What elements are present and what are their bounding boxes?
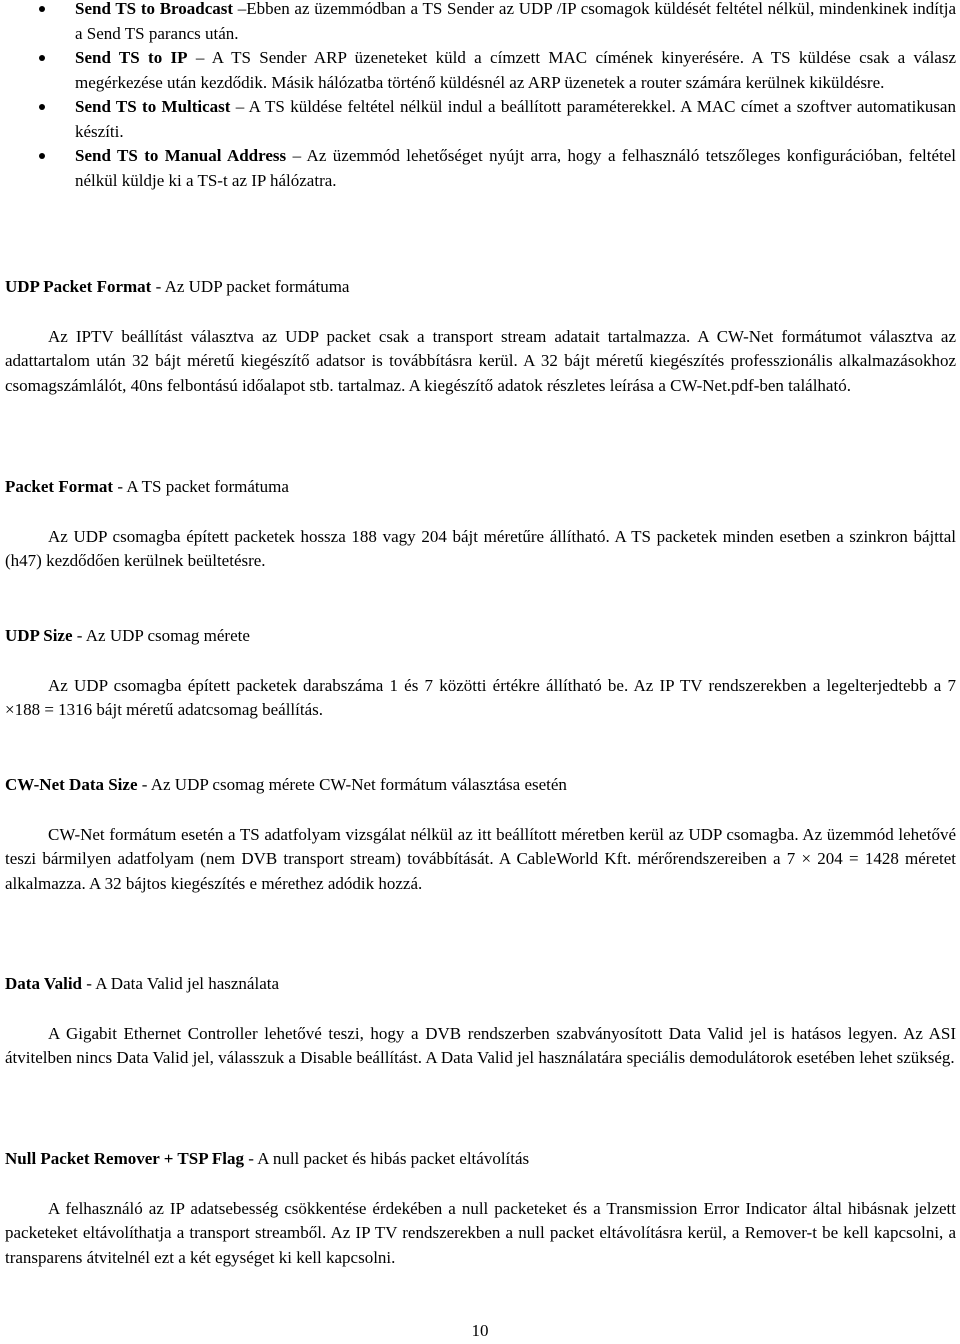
section-null-packet-remover — [5, 1147, 956, 1270]
section-body: A Gigabit Ethernet Controller lehetővé teszi, hogy a DVB rendszerben szabványosított Data Valid jel is hatásos legyen. Az ASI átvitelben nincs Data Valid jel, válasszuk a Disable beállítást. A Data Valid jel használatára speciális demodulátorok esetében lehet szükség. — [5, 1023, 956, 1067]
bullet-icon — [39, 104, 45, 110]
section-body: CW-Net formátum esetén a TS adatfolyam vizsgálat nélkül az itt beállított méretben kerül az UDP csomagba. Az üzemmód lehetővé teszi bármilyen adatfolyam (nem DVB transport stream) továbbítását. A CableWorld Kft. mérőrendszereiben a 7 × 204 = 1428 méretet alkalmazza. A 32 bájtos kiegészítés e mérethez adódik hozzá. — [5, 824, 956, 893]
list-item — [5, 95, 956, 144]
section-subtitle: - A TS packet formátuma — [113, 477, 289, 496]
section-data-valid — [5, 972, 956, 1071]
section-title: Packet Format — [5, 477, 114, 496]
section-subtitle: - Az UDP packet formátuma — [151, 277, 350, 296]
section-heading — [5, 624, 956, 649]
list-item-title: Send TS to Broadcast — [75, 0, 234, 18]
bullet-icon — [39, 153, 45, 159]
send-mode-list — [5, 0, 956, 193]
section-body: A felhasználó az IP adatsebesség csökkentése érdekében a null packeteket és a Transmission Error Indicator által hibásnak jelzett packeteket eltávolíthatja a transport streamből. Az IP TV rendszerekben a null packet eltávolításra kerül, a Remover-t be kell kapcsolni, a transparens átvitelnél ezt a két egységet ki kell kapcsolni. — [5, 1198, 956, 1267]
list-item — [5, 0, 956, 46]
section-subtitle: - A Data Valid jel használata — [82, 974, 280, 993]
list-item-title: Send TS to Manual Address — [75, 146, 287, 165]
section-udp-packet-format — [5, 275, 956, 398]
list-item — [5, 46, 956, 95]
section-heading — [5, 773, 956, 798]
list-item-text: – A TS Sender ARP üzeneteket küld a címzett MAC címének kinyerésére. A TS küldése csak a válasz megérkezése után kezdődik. Másik hálózatba történő küldésnél az ARP üzenetek a router számára kerülnek kiküldésre. — [75, 48, 957, 92]
section-title: Data Valid — [5, 974, 82, 993]
page-number: 10 — [471, 1321, 489, 1340]
list-item-title: Send TS to IP — [75, 48, 188, 67]
section-heading — [5, 275, 956, 300]
section-subtitle: - Az UDP csomag mérete CW-Net formátum választása esetén — [137, 775, 567, 794]
section-body: Az UDP csomagba épített packetek hossza 188 vagy 204 bájt méretűre állítható. A TS packetek minden esetben a szinkron bájttal (h47) kezdődően kerülnek beültetésre. — [5, 526, 956, 570]
section-heading — [5, 1147, 956, 1172]
section-body: Az UDP csomagba épített packetek darabszáma 1 és 7 közötti értékre állítható be. Az IP TV rendszerekben a legelterjedtebb a 7 ×188 = 1316 bájt méretű adatcsomag beállítás. — [5, 675, 956, 719]
section-packet-format — [5, 475, 956, 574]
section-subtitle: - Az UDP csomag mérete — [72, 626, 250, 645]
bullet-icon — [39, 55, 45, 61]
section-title: UDP Size — [5, 626, 73, 645]
list-item-text: – A TS küldése feltétel nélkül indul a beállított paraméterekkel. A MAC címet a szoftver automatikusan készíti. — [75, 97, 956, 141]
bullet-icon — [39, 6, 45, 12]
list-item-title: Send TS to Multicast — [75, 97, 231, 116]
section-heading — [5, 972, 956, 997]
list-item-text: – Az üzemmód lehetőséget nyújt arra, hogy a felhasználó tetszőleges konfigurációban, feltétel nélkül küldje ki a TS-t az IP hálózatra. — [75, 146, 956, 190]
section-heading — [5, 475, 956, 500]
section-udp-size — [5, 624, 956, 723]
section-title: UDP Packet Format — [5, 277, 152, 296]
list-item-text: –Ebben az üzemmódban a TS Sender az UDP /IP csomagok küldését feltétel nélkül, mindenkinek indítja a Send TS parancs után. — [75, 0, 956, 43]
section-title: CW-Net Data Size — [5, 775, 138, 794]
section-body: Az IPTV beállítást választva az UDP packet csak a transport stream adatait tartalmazza. A CW-Net formátumot választva az adattartalom után 32 bájt méretű kiegészítő adatsor is továbbításra kerül. A 32 bájt méretű kiegészítés professzionális alkalmazásokhoz csomagszámlálót, 40ns felbontású időalapot stb. tartalmaz. A kiegészítő adatok részletes leírása a CW-Net.pdf-ben található. — [5, 326, 956, 395]
section-title: Null Packet Remover + TSP Flag — [5, 1149, 245, 1168]
section-cw-net-data-size — [5, 773, 956, 896]
list-item — [5, 144, 956, 193]
section-subtitle: - A null packet és hibás packet eltávolítás — [244, 1149, 530, 1168]
